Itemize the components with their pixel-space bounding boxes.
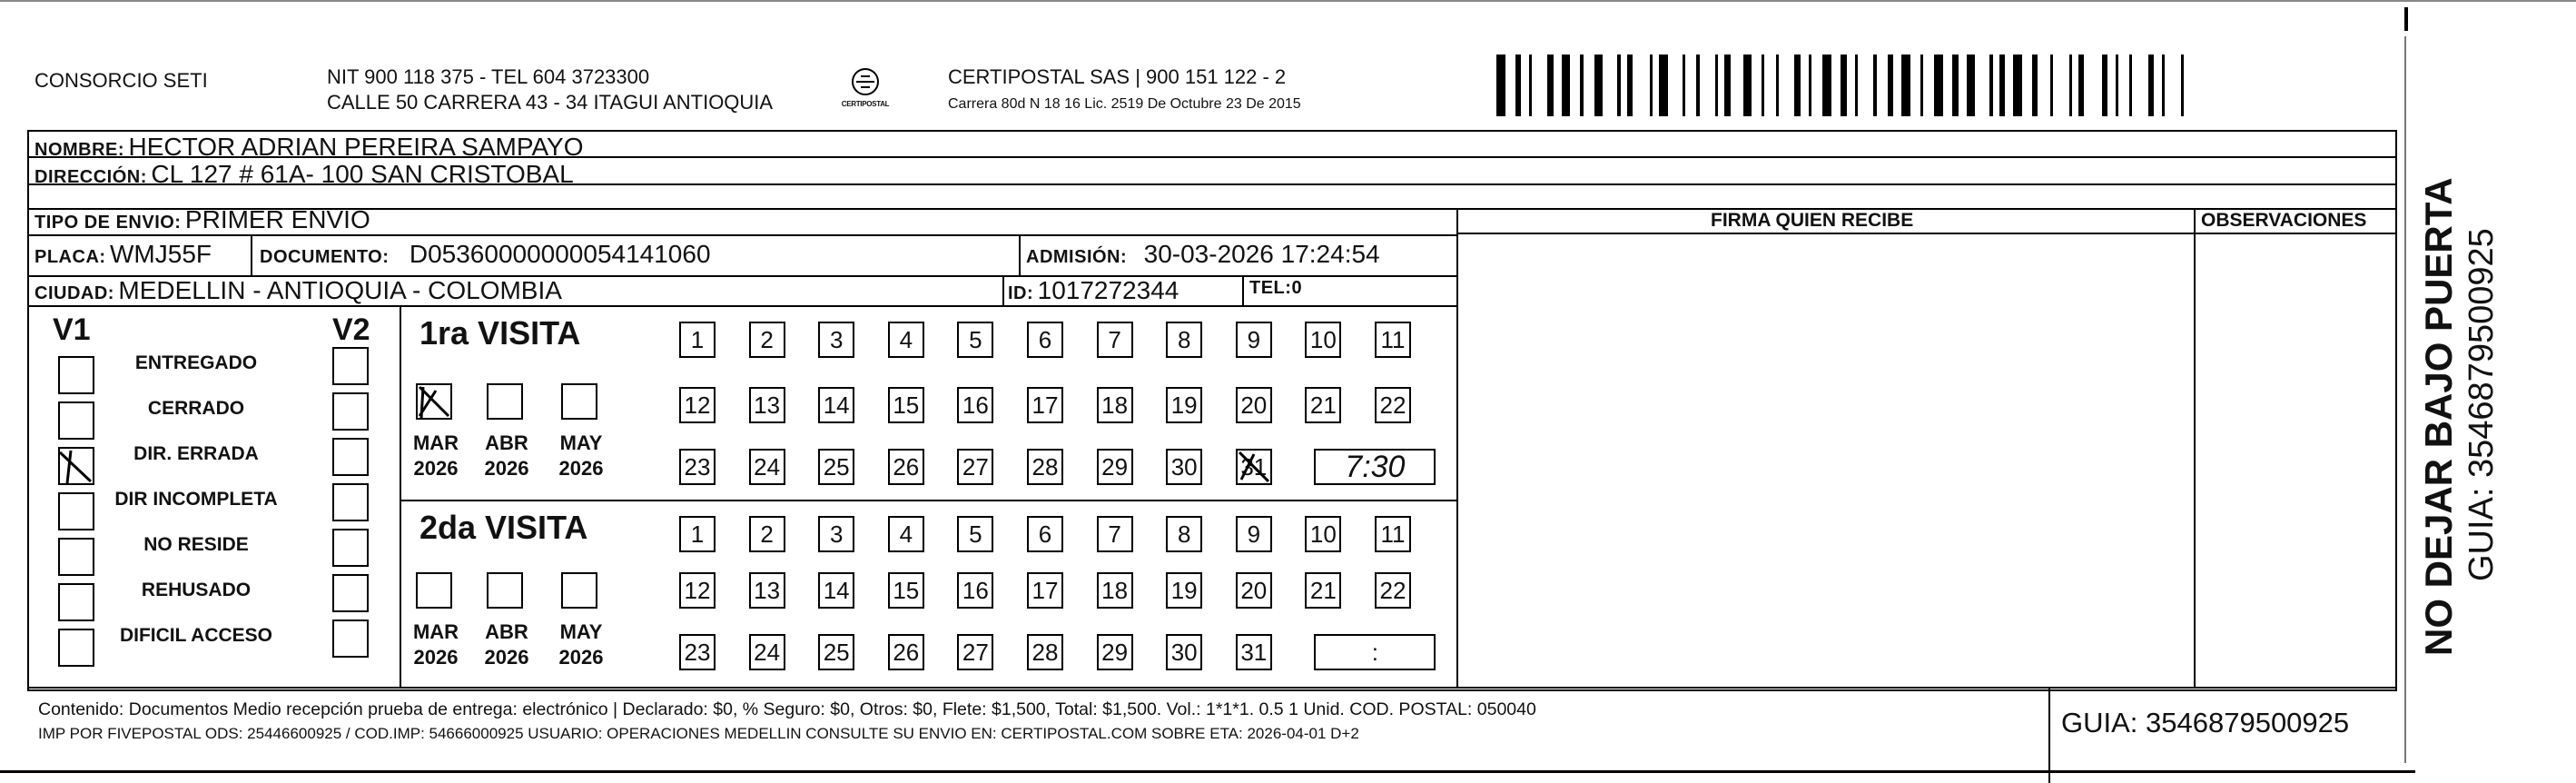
company-name: CONSORCIO SETI xyxy=(35,69,208,92)
day-box[interactable]: 14 xyxy=(818,387,854,423)
row-line xyxy=(400,500,1458,501)
day-box[interactable]: 15 xyxy=(888,387,924,423)
day-box[interactable]: 22 xyxy=(1375,387,1411,423)
documento-label: DOCUMENTO: xyxy=(260,247,390,267)
v2-checkbox[interactable] xyxy=(332,347,369,385)
id-field xyxy=(1008,276,1179,305)
footer-guia: GUIA: 3546879500925 xyxy=(2061,707,2350,738)
month-checkbox[interactable] xyxy=(487,383,523,420)
day-box[interactable]: 2 xyxy=(749,322,785,358)
id-value: 1017272344 xyxy=(1037,276,1179,304)
placa-value: WMJ55F xyxy=(110,240,212,268)
admision-label: ADMISIÓN: xyxy=(1026,247,1128,267)
placa-field xyxy=(35,240,212,269)
col-line xyxy=(2194,208,2196,689)
footer-usuario-line: IMP POR FIVEPOSTAL ODS: 25446600925 / COD.IMP: 54666000925 USUARIO: OPERACIONES MEDELLIN CONSULTE SU ENVIO EN: CERTIPOSTAL.COM SOBRE ETA: 2026-04-01 D+2 xyxy=(38,725,1359,742)
day-box[interactable]: 31 xyxy=(1236,634,1272,670)
day-box[interactable]: 20 xyxy=(1236,572,1272,609)
day-box[interactable]: 29 xyxy=(1097,449,1133,485)
month-label: ABR xyxy=(485,431,528,454)
day-box[interactable]: 9 xyxy=(1236,322,1272,358)
margin-mark xyxy=(2404,7,2408,31)
v1-label: V1 xyxy=(53,312,91,347)
day-box[interactable]: 27 xyxy=(957,449,993,485)
direccion-value: CL 127 # 61A- 100 SAN CRISTOBAL xyxy=(151,160,574,188)
tel-label: TEL: xyxy=(1249,278,1292,298)
time-box[interactable] xyxy=(1314,449,1436,485)
day-box[interactable]: 1 xyxy=(679,322,716,358)
day-box[interactable]: 29 xyxy=(1097,634,1133,670)
tipo-envio-label: TIPO DE ENVIO: xyxy=(35,213,182,233)
month-label: ABR xyxy=(485,620,528,643)
day-box[interactable]: 17 xyxy=(1027,572,1063,609)
day-box[interactable]: 5 xyxy=(957,322,993,358)
row-line xyxy=(27,687,2397,689)
status-label: ENTREGADO xyxy=(134,352,258,373)
day-box[interactable]: 6 xyxy=(1027,516,1063,552)
day-box[interactable]: 5 xyxy=(957,516,993,552)
day-box[interactable]: 18 xyxy=(1097,387,1133,423)
day-box[interactable]: 25 xyxy=(818,634,854,670)
col-line xyxy=(2048,687,2050,783)
day-box[interactable]: 6 xyxy=(1027,322,1063,358)
ciudad-field xyxy=(35,276,562,305)
status-label: CERRADO xyxy=(147,398,245,419)
day-box[interactable]: 18 xyxy=(1097,572,1133,609)
day-box[interactable]: 13 xyxy=(749,572,785,609)
day-box[interactable]: 10 xyxy=(1305,516,1341,552)
row-line xyxy=(27,234,1458,236)
documento-value: D05360000000054141060 xyxy=(409,240,711,268)
admision-value: 30-03-2026 17:24:54 xyxy=(1143,240,1380,268)
firma-title: FIRMA QUIEN RECIBE xyxy=(1711,210,1914,231)
day-box[interactable]: 9 xyxy=(1236,516,1272,552)
month-checkbox[interactable] xyxy=(561,383,597,420)
admision-field xyxy=(1026,240,1380,269)
form-frame xyxy=(27,130,2397,691)
day-check-mark xyxy=(1236,449,1272,490)
status-label: DIFICIL ACCESO xyxy=(119,625,272,646)
day-box[interactable]: 14 xyxy=(818,572,854,609)
status-label: REHUSADO xyxy=(141,580,252,600)
row-line xyxy=(1458,233,2397,234)
day-box[interactable]: 31 xyxy=(1236,449,1272,485)
day-box[interactable]: 21 xyxy=(1305,572,1341,609)
day-box[interactable]: 22 xyxy=(1375,572,1411,609)
day-box[interactable]: 23 xyxy=(679,449,716,485)
address-line: CALLE 50 CARRERA 43 - 34 ITAGUI ANTIOQUIA xyxy=(327,91,774,114)
day-box[interactable]: 19 xyxy=(1166,572,1202,609)
ciudad-label: CIUDAD: xyxy=(35,283,114,303)
day-box[interactable]: 28 xyxy=(1027,449,1063,485)
year-label: 2026 xyxy=(484,457,529,480)
day-box[interactable]: 19 xyxy=(1166,387,1202,423)
observaciones-title: OBSERVACIONES xyxy=(2201,210,2367,231)
year-label: 2026 xyxy=(413,646,459,669)
day-box[interactable]: 26 xyxy=(888,449,924,485)
license-line: Carrera 80d N 18 16 Lic. 2519 De Octubre 23 De 2015 xyxy=(948,96,1301,112)
col-line xyxy=(1456,208,1458,689)
v2-checkbox[interactable] xyxy=(332,392,369,431)
nombre-value: HECTOR ADRIAN PEREIRA SAMPAYO xyxy=(128,133,584,161)
footer-content-line: Contenido: Documentos Medio recepción prueba de entrega: electrónico | Declarado: $0, % Seguro: $0, Otros: $0, Flete: $1,500, Total: $1,500. Vol.: 1*1*1. 0.5 1 Unid. COD. POSTAL: 050040 xyxy=(38,699,1536,719)
month-checkbox[interactable] xyxy=(561,572,597,609)
month-label: MAY xyxy=(559,620,603,643)
certipostal-logo xyxy=(834,65,897,116)
day-box[interactable]: 11 xyxy=(1375,322,1411,358)
day-box[interactable]: 12 xyxy=(679,387,716,423)
col-line xyxy=(1242,275,1244,305)
day-box[interactable]: 16 xyxy=(957,572,993,609)
day-box[interactable]: 7 xyxy=(1097,322,1133,358)
status-label: DIR. ERRADA xyxy=(133,443,259,464)
nombre-field xyxy=(35,133,584,162)
day-box[interactable]: 16 xyxy=(957,387,993,423)
day-box[interactable]: 26 xyxy=(888,634,924,670)
month-check-mark xyxy=(416,383,452,424)
v2-checkbox[interactable] xyxy=(332,574,369,612)
col-line xyxy=(1002,275,1004,305)
day-box[interactable]: 24 xyxy=(749,449,785,485)
year-label: 2026 xyxy=(484,646,529,669)
day-box[interactable]: 12 xyxy=(679,572,716,609)
day-box[interactable]: 23 xyxy=(679,634,716,670)
v2-checkbox[interactable] xyxy=(332,619,369,658)
id-label: ID: xyxy=(1008,283,1034,303)
placa-label: PLACA: xyxy=(35,247,106,267)
day-box[interactable]: 17 xyxy=(1027,387,1063,423)
day-box[interactable]: 2 xyxy=(749,516,785,552)
year-label: 2026 xyxy=(558,646,604,669)
right-edge-line xyxy=(2404,36,2406,763)
side-guia: GUIA: 3546879500925 xyxy=(2462,228,2501,581)
col-line xyxy=(400,305,401,687)
day-box[interactable]: 4 xyxy=(888,516,924,552)
second-visit-title: 2da VISITA xyxy=(419,509,588,546)
day-box[interactable]: 20 xyxy=(1236,387,1272,423)
day-box[interactable]: 30 xyxy=(1166,449,1202,485)
first-visit-title: 1ra VISITA xyxy=(419,314,581,352)
day-box[interactable]: 25 xyxy=(818,449,854,485)
tipo-envio-field xyxy=(35,205,370,234)
top-cut-line xyxy=(0,0,2576,2)
day-box[interactable]: 4 xyxy=(888,322,924,358)
nombre-label: NOMBRE: xyxy=(35,140,125,160)
carrier-line: CERTIPOSTAL SAS | 900 151 122 - 2 xyxy=(948,65,1287,88)
v2-label: V2 xyxy=(332,312,370,347)
time-value: : xyxy=(1371,638,1378,666)
day-box[interactable]: 30 xyxy=(1166,634,1202,670)
v2-checkbox[interactable] xyxy=(332,529,369,567)
v2-checkbox[interactable] xyxy=(332,483,369,521)
month-label: MAR xyxy=(412,620,459,643)
day-box[interactable]: 27 xyxy=(957,634,993,670)
col-line xyxy=(251,234,252,275)
direccion-field xyxy=(35,160,574,189)
month-label: MAY xyxy=(559,431,603,454)
day-box[interactable]: 24 xyxy=(749,634,785,670)
status-label: DIR INCOMPLETA xyxy=(114,489,278,510)
day-box[interactable]: 3 xyxy=(818,516,854,552)
col-line xyxy=(1019,234,1021,275)
barcode xyxy=(1496,55,2196,116)
side-warning: NO DEJAR BAJO PUERTA xyxy=(2417,177,2460,656)
status-label: NO RESIDE xyxy=(143,534,249,555)
row-line xyxy=(27,208,2397,210)
month-checkbox[interactable] xyxy=(487,572,523,609)
tipo-envio-value: PRIMER ENVIO xyxy=(184,205,370,233)
month-label: MAR xyxy=(412,431,459,454)
day-box[interactable]: 3 xyxy=(818,322,854,358)
bottom-edge-line xyxy=(0,770,2415,773)
year-label: 2026 xyxy=(413,457,459,480)
day-box[interactable]: 13 xyxy=(749,387,785,423)
day-box[interactable]: 1 xyxy=(679,516,716,552)
time-box[interactable] xyxy=(1314,634,1436,670)
direccion-label: DIRECCIÓN: xyxy=(35,167,147,187)
ciudad-value: MEDELLIN - ANTIOQUIA - COLOMBIA xyxy=(118,276,562,304)
day-box[interactable]: 21 xyxy=(1305,387,1341,423)
tel-field xyxy=(1249,278,1302,299)
month-checkbox[interactable] xyxy=(416,572,452,609)
day-box[interactable]: 11 xyxy=(1375,516,1411,552)
nit-line: NIT 900 118 375 - TEL 604 3723300 xyxy=(327,65,650,88)
day-box[interactable]: 10 xyxy=(1305,322,1341,358)
logo-wordmark: CERTIPOSTAL xyxy=(841,100,890,108)
row-line xyxy=(27,305,1458,307)
day-box[interactable]: 7 xyxy=(1097,516,1133,552)
day-box[interactable]: 8 xyxy=(1166,516,1202,552)
day-box[interactable]: 8 xyxy=(1166,322,1202,358)
day-box[interactable]: 15 xyxy=(888,572,924,609)
v2-checkbox[interactable] xyxy=(332,438,369,476)
tel-value: 0 xyxy=(1291,278,1303,298)
time-value: 7:30 xyxy=(1345,449,1406,484)
documento-field xyxy=(260,240,711,269)
day-box[interactable]: 28 xyxy=(1027,634,1063,670)
year-label: 2026 xyxy=(558,457,604,480)
